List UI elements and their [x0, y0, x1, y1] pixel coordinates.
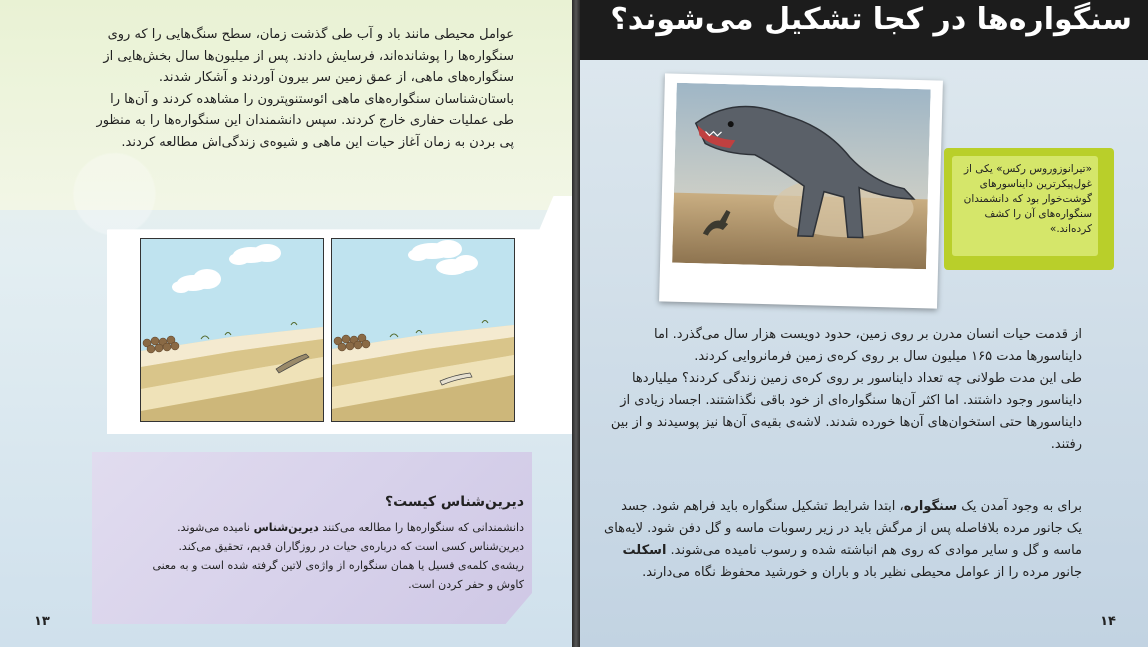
- left-paragraph-2: باستان‌شناسان سنگواره‌های ماهی ائوستنوپترون را مشاهده کردند و آن‌ها را طی عملیات حفاری خارج کردند. سپس دانشمندان این سنگواره‌ها را به منظور پی بردن به زمان آغاز حیات این ماهی و شیوه‌ی زندگی‌اش مطالعه کردند.: [96, 91, 514, 150]
- term-fossil: سنگواره: [903, 499, 958, 514]
- left-page: [0, 0, 572, 647]
- page-title: سنگواره‌ها در کجا تشکیل می‌شوند؟: [610, 2, 1132, 37]
- info-box-text: [134, 518, 524, 594]
- right-paragraph-2: طی این مدت طولانی چه تعداد دایناسور بر روی کره‌ی زمین زندگی کردند؟ میلیاردها دایناسور وجود داشتند. اما اکثر آن‌ها سنگواره‌ای از خود باقی نگذاشتند. اجساد زیادی از دایناسورها حتی استخوان‌های آن‌ها خورده شدند. لاشه‌ی بقیه‌ی آن‌ها نیز پوسیدند و از بین رفتند.: [610, 371, 1082, 452]
- right-page: [580, 0, 1148, 647]
- caption-box: [944, 148, 1114, 270]
- info-line-1: دانشمندانی که سنگواره‌ها را مطالعه می‌کنند دیرین‌شناس نامیده می‌شوند.: [177, 521, 524, 534]
- info-line-3: ریشه‌ی کلمه‌ی فسیل یا همان سنگواره از واژه‌ی لاتین گرفته شده است و به معنی کاوش و حفر کردن است.: [152, 559, 524, 591]
- strata-illustration-buried: [331, 238, 515, 422]
- page-number-right: ۱۴: [1100, 614, 1116, 629]
- right-paragraph-3: برای به وجود آمدن یک سنگواره، ابتدا شرایط تشکیل سنگواره باید فراهم شود. جسد یک جانور مرده بلافاصله پس از مرگش باید در زیر رسوبات ماسه و گل دفن شود. لایه‌های ماسه و گل و سایر موادی که روی هم انباشته شده و رسوب نامیده می‌شوند. اسکلت جانور مرده را از عوامل محیطی نظیر باد و باران و خورشید محفوظ نگاه می‌دارند.: [604, 499, 1082, 580]
- info-box-title: دیرین‌شناس کیست؟: [385, 494, 524, 510]
- left-body-text: [94, 24, 514, 153]
- strata-buried-svg: [332, 239, 514, 421]
- trex-illustration-icon: [672, 83, 931, 270]
- photo-frame: [659, 73, 943, 308]
- info-line-2: دیرین‌شناس کسی است که درباره‌ی حیات در روزگاران قدیم، تحقیق می‌کند.: [178, 540, 524, 553]
- photo-caption: «تیرانوزوروس رکس» یکی از غول‌پیکرترین دایناسورهای گوشت‌خوار بود که دانشمندان سنگواره‌های آن را کشف کرده‌اند.»: [952, 156, 1098, 256]
- right-paragraph-1: از قدمت حیات انسان مدرن بر روی زمین، حدود دویست هزار سال می‌گذرد. اما دایناسورها مدت ۱۶۵ میلیون سال بر روی کره‌ی زمین فرمانروایی کردند.: [654, 327, 1082, 364]
- info-bold-term: دیرین‌شناس: [253, 521, 319, 534]
- page-number-left: ۱۳: [34, 614, 50, 629]
- book-spine: [572, 0, 580, 647]
- right-body-text: [602, 324, 1082, 456]
- left-paragraph-1: عوامل محیطی مانند باد و آب طی گذشت زمان، سطح سنگ‌هایی را که روی سنگواره‌ها را پوشانده‌اند، فرسایش دادند. پس از میلیون‌ها سال بخش‌هایی از سنگواره‌های ماهی، از عمق زمین سر بیرون آوردند و آشکار شدند.: [103, 27, 514, 85]
- strata-illustration-exposed: [140, 238, 324, 422]
- term-skeleton: اسکلت: [622, 543, 667, 558]
- dinosaur-photo: [672, 83, 931, 270]
- strata-exposed-svg: [141, 239, 323, 421]
